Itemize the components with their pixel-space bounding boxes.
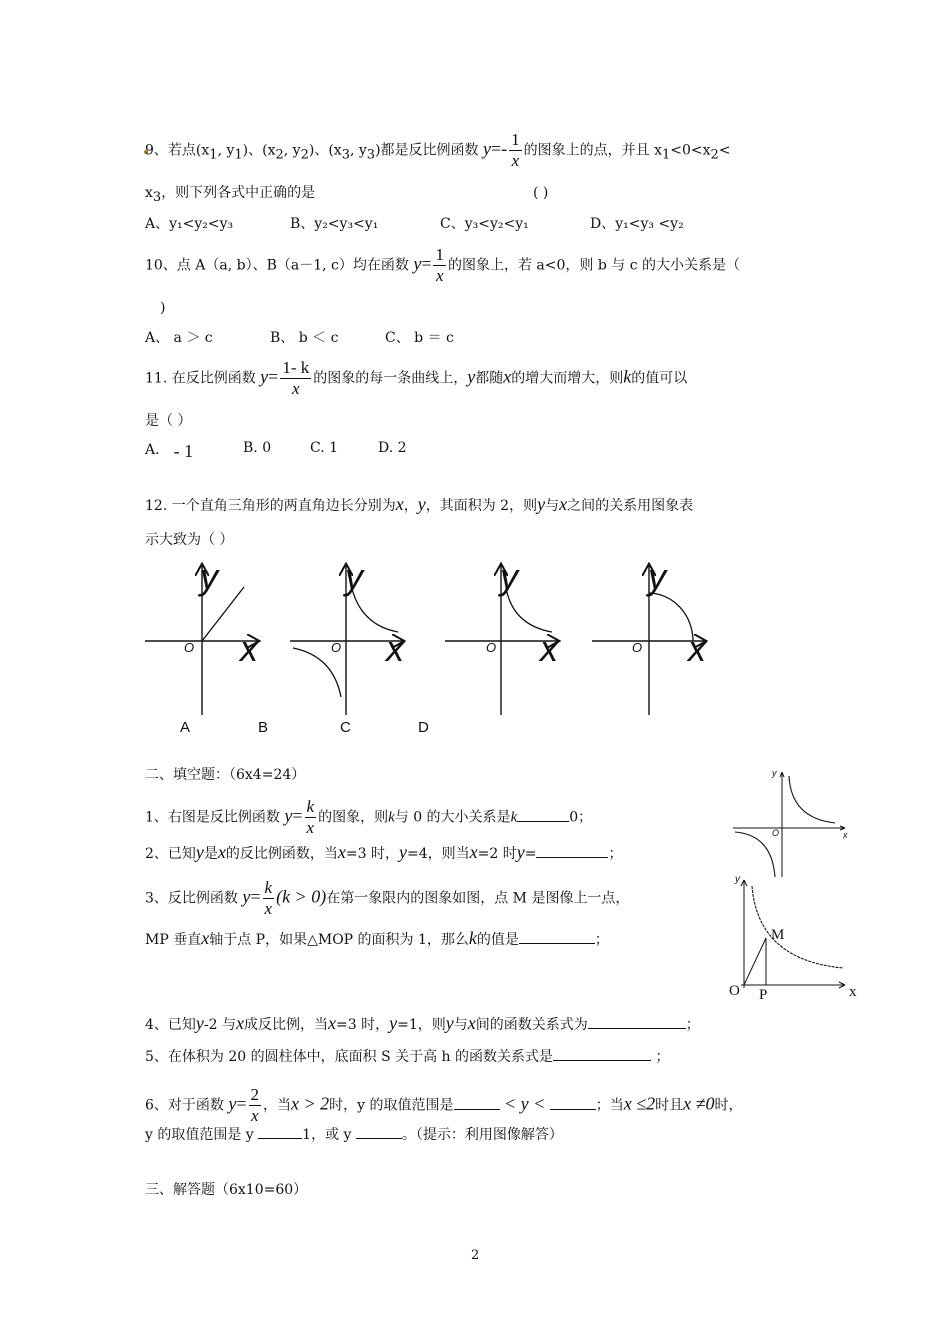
fig1-x-label: x	[843, 830, 848, 840]
fill6-line1: 6、对于函数 y= $\frac{2}{x}$ ，当x > 2时，y 的取值范围是 < y < ；当x ≤2时且x ≠0时，	[145, 1085, 743, 1125]
q9-option-d: D、y₁<y₃ <y₂	[590, 216, 684, 232]
q12-line1: 12. 一个直角三角形的两直角边长分别为x，y，其面积为 2，则y与x之间的关系用图象表	[145, 494, 694, 514]
q9-option-c: C、y₃<y₂<y₁	[440, 216, 529, 232]
graph-a-y-label: y	[200, 556, 218, 597]
fill3-line1: 3、反比例函数 y= $\frac{k}{x}$ (k > 0)在第一象限内的图象如图，点 M 是图像上一点，	[145, 878, 630, 918]
q11-fraction: $\frac{1- k}{x}$	[282, 358, 310, 398]
section3-title: 三、解答题（6x10=60）	[145, 1182, 308, 1198]
graph-label-c: C	[340, 719, 351, 736]
fill1-blank[interactable]	[517, 807, 569, 822]
graph-c-x-label: x	[540, 628, 558, 669]
fig2-y-label: y	[735, 874, 740, 885]
fig2-origin: O	[729, 983, 740, 999]
fill6-blank-lower[interactable]	[454, 1095, 500, 1110]
fill1-line: 1、右图是反比例函数 y= $\frac{k}{x}$ 的图象，则k与 0 的大小关系是k 0；	[145, 797, 593, 837]
fill3-blank[interactable]	[519, 929, 595, 944]
graph-d-y-label: y	[648, 556, 666, 597]
q9-line2: $x_3$，则下列各式中正确的是	[145, 185, 316, 205]
fill3-fraction: $\frac{k}{x}$	[264, 878, 273, 918]
fill4-blank[interactable]	[588, 1014, 686, 1029]
fill6-blank-a[interactable]	[258, 1124, 302, 1139]
fill5-line: 5、在体积为 20 的圆柱体中，底面积 S 关于高 h 的函数关系式是 ；	[145, 1046, 669, 1067]
fill6-blank-upper[interactable]	[550, 1095, 596, 1110]
page-number: 2	[471, 1248, 480, 1263]
fig1-origin: O	[772, 828, 780, 838]
q10-line1: 10、点 A（a, b）、B（a－1, c）均在函数 y= $\frac{1}{x}$ 的图象上，若 a<0，则 b 与 c 的大小关系是（	[145, 245, 741, 285]
q9-option-a: A、y₁<y₂<y₃	[145, 216, 234, 232]
fig2-x-label: x	[849, 984, 857, 1000]
fill4-line: 4、已知y-2 与x成反比例，当x=3 时，y=1，则y与x间的函数关系式为 ；	[145, 1013, 700, 1033]
fill6-line2: y 的取值范围是 y 1，或 y 。（提示：利用图像解答）	[145, 1124, 563, 1145]
graph-b-curve-q3	[293, 648, 341, 697]
graph-c-y-label: y	[500, 556, 518, 597]
graph-a-origin: O	[184, 640, 195, 655]
q9-answer-paren: ( )	[533, 185, 549, 201]
graph-a-x-label: x	[240, 628, 258, 669]
graph-c-origin: O	[486, 640, 497, 655]
q9-fraction: $\frac{1}{x}$	[511, 130, 520, 170]
q11-line1: 11. 在反比例函数 y= $\frac{1- k}{x}$ 的图象的每一条曲线上，y都随x的增大而增大，则k的值可以	[145, 358, 688, 398]
fill2-blank[interactable]	[536, 843, 608, 858]
q12-line2: 示大致为（ ）	[145, 532, 234, 548]
graph-d-x-label: x	[688, 628, 706, 669]
graph-b-x-label: x	[386, 628, 404, 669]
q11-option-c: C. 1	[310, 440, 339, 456]
fill3-figure	[741, 880, 845, 988]
graph-label-b: B	[258, 719, 269, 736]
graph-label-d: D	[418, 719, 429, 736]
q10-option-a: A、 a ＞ c	[145, 330, 213, 346]
q10-fraction: $\frac{1}{x}$	[435, 245, 444, 285]
q11-line2: 是（ ）	[145, 413, 192, 429]
graph-d-arc	[649, 593, 693, 641]
fig2-point-p: P	[759, 987, 768, 1003]
q11-option-b: B. 0	[243, 440, 272, 456]
q9-line1: 9、若点($x_1$, $y_1$)、($x_2$, $y_2$)、($x_3$, $y_3$)都是反比例函数 y=- $\frac{1}{x}$ 的图象上的点，并且 $x_1<0<x_2<$	[145, 130, 731, 170]
fill6-blank-b[interactable]	[356, 1124, 402, 1139]
graph-label-a: A	[180, 719, 191, 736]
fill1-figure	[733, 772, 845, 877]
fill3-line2: MP 垂直x轴于点 P，如果△MOP 的面积为 1，那么k的值是 ；	[145, 928, 609, 948]
q10-option-c: C、 b ＝ c	[385, 330, 454, 346]
fig1-y-label: y	[772, 768, 777, 778]
fill6-fraction: $\frac{2}{x}$	[250, 1085, 260, 1125]
graph-b-origin: O	[331, 640, 342, 655]
fill2-line: 2、已知y是x的反比例函数，当x=3 时，y=4，则当x=2 时y= ；	[145, 842, 623, 862]
section2-title: 二、填空题：（6x4=24）	[145, 767, 306, 783]
q11-option-a: A． - 1	[145, 441, 194, 461]
graph-b-y-label: y	[345, 556, 363, 597]
q9-option-b: B、y₂<y₃<y₁	[290, 216, 379, 232]
graph-d-origin: O	[632, 640, 643, 655]
fig2-point-m: M	[771, 927, 785, 943]
fill1-fraction: $\frac{k}{x}$	[306, 797, 315, 837]
q11-option-d: D. 2	[378, 440, 407, 456]
q10-line2: )	[160, 300, 166, 316]
q10-option-b: B、 b ＜ c	[270, 330, 339, 346]
fill5-blank[interactable]	[553, 1046, 651, 1061]
